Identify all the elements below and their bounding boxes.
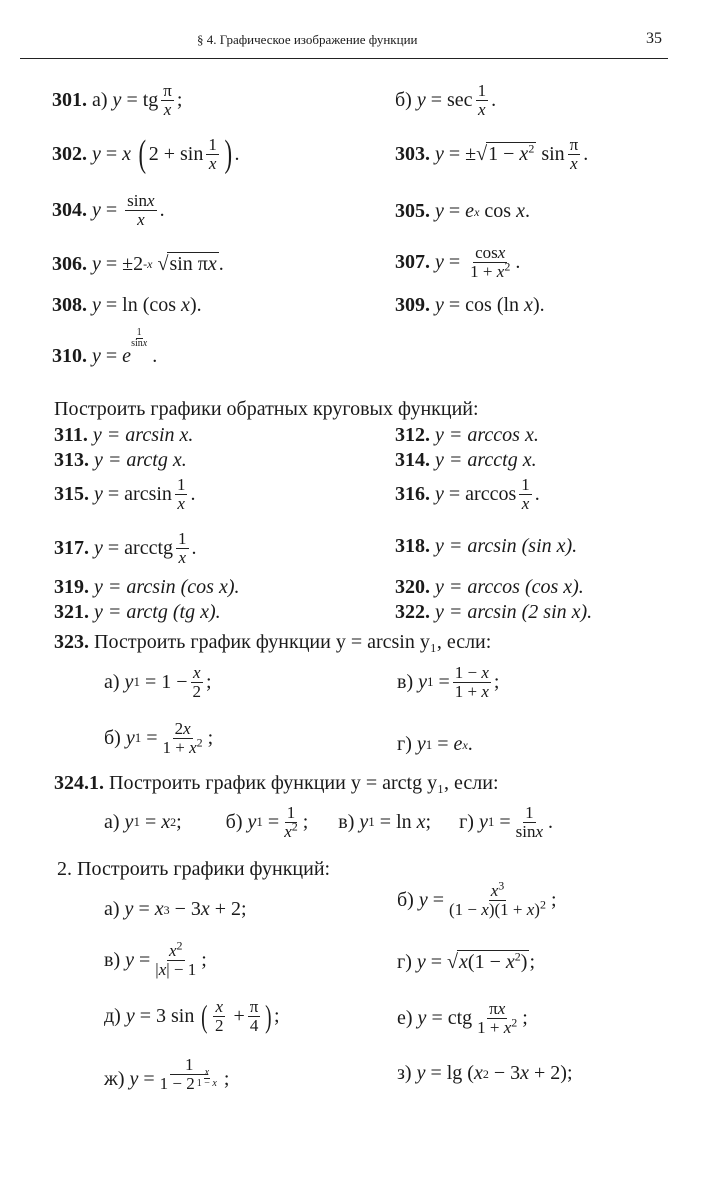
problem-number: 301. bbox=[52, 88, 87, 111]
page-number: 35 bbox=[646, 30, 662, 47]
problem-321: 321. y = arctg (tg x). bbox=[54, 601, 221, 623]
problem-324-2: 2. Построить графики функций: bbox=[57, 858, 331, 880]
problem-306: 306. y = ±2 -x √ sin πx . bbox=[52, 252, 224, 275]
problem-324-1-parts: а) y 1 = x 2 ; б) y 1 = $\frac{1}{x^2}$ ; в) y 1 = ln x ; г) y 1 = $\frac{1}{\sin x}$ . bbox=[104, 803, 554, 841]
problem-323-b: в) y 1 = $\frac{1 - x}{1 + x}$ ; bbox=[397, 663, 500, 701]
problem-304: 304. y = $\frac{\sin x}{x}$ . bbox=[52, 191, 165, 229]
problem-323-c: б) y 1 = $\frac{2x}{1 + x^2}$ ; bbox=[104, 719, 214, 757]
problem-310: 310. y = e 1 sinx . bbox=[52, 327, 158, 367]
problem-311: 311. y = arcsin x. bbox=[54, 424, 194, 446]
header-rule bbox=[20, 58, 668, 59]
problem-322: 322. y = arcsin (2 sin x). bbox=[395, 601, 593, 623]
problem-324-1: 324.1. Построить график функции y = arctg y₁, если: bbox=[54, 772, 499, 794]
problem-303: 303. y = ± √ $1 - x^2$ sin $\frac{\pi}{x}$ . bbox=[395, 135, 589, 173]
problem-308: 308. y = ln (cos x ). bbox=[52, 294, 202, 316]
problem-324-2-c: в) y = $\frac{x^2}{|x| - 1}$ ; bbox=[104, 938, 207, 979]
problem-314: 314. y = arcctg x. bbox=[395, 449, 537, 471]
problem-315: 315. y = arcsin $\frac{1}{x}$ . bbox=[54, 475, 196, 513]
problem-307: 307. y = $\frac{\cos x}{1 + x^2}$ . bbox=[395, 243, 521, 281]
problem-301-a: 301. а) y = tg $\frac{\pi}{x}$ ; bbox=[52, 81, 183, 119]
problem-323-d: г) y 1 = e x . bbox=[397, 733, 473, 755]
problem-316: 316. y = arccos $\frac{1}{x}$ . bbox=[395, 475, 540, 513]
section-heading: Построить графики обратных круговых функций: bbox=[54, 398, 479, 420]
problem-309: 309. y = cos (ln x ). bbox=[395, 294, 545, 316]
problem-319: 319. y = arcsin (cos x). bbox=[54, 576, 240, 598]
problem-313: 313. y = arctg x. bbox=[54, 449, 187, 471]
problem-324-2-b: б) y = $\frac{x^3}{(1 - x)(1 + x)^2}$ ; bbox=[397, 878, 557, 919]
problem-324-2-e: д) y = 3 sin ( $\frac{x}{2}$ + $\frac{\pi}{4}$ ) ; bbox=[104, 997, 280, 1035]
problem-323: 323. Построить график функции y = arcsin y₁, если: bbox=[54, 631, 492, 653]
problem-302: 302. y = x ( 2 + sin $\frac{1}{x}$ ) . bbox=[52, 133, 240, 176]
problem-312: 312. y = arccos x. bbox=[395, 424, 539, 446]
running-header: § 4. Графическое изображение функции bbox=[197, 32, 418, 47]
problem-318: 318. y = arcsin (sin x). bbox=[395, 535, 578, 557]
problem-305: 305. y = e x cos x . bbox=[395, 200, 530, 222]
problem-317: 317. y = arcctg $\frac{1}{x}$ . bbox=[54, 529, 197, 567]
problem-320: 320. y = arccos (cos x). bbox=[395, 576, 584, 598]
problem-301-b: б) y = sec $\frac{1}{x}$ . bbox=[395, 81, 497, 119]
problem-324-2-d: г) y = √ $x(1 - x^2)$ ; bbox=[397, 949, 535, 973]
problem-324-2-g: ж) y = 1 1 − 2 $\frac{x}{1 - x}$ ; bbox=[104, 1055, 230, 1093]
problem-324-2-h: з) y = lg ( x 2 − 3 x + 2); bbox=[397, 1062, 573, 1084]
problem-323-a: а) y 1 = 1 − $\frac{x}{2}$ ; bbox=[104, 663, 212, 701]
problem-324-2-f: е) y = ctg $\frac{\pi x}{1 + x^2}$ ; bbox=[397, 999, 528, 1037]
problem-324-2-a: а) y = x 3 − 3 x + 2; bbox=[104, 898, 247, 920]
